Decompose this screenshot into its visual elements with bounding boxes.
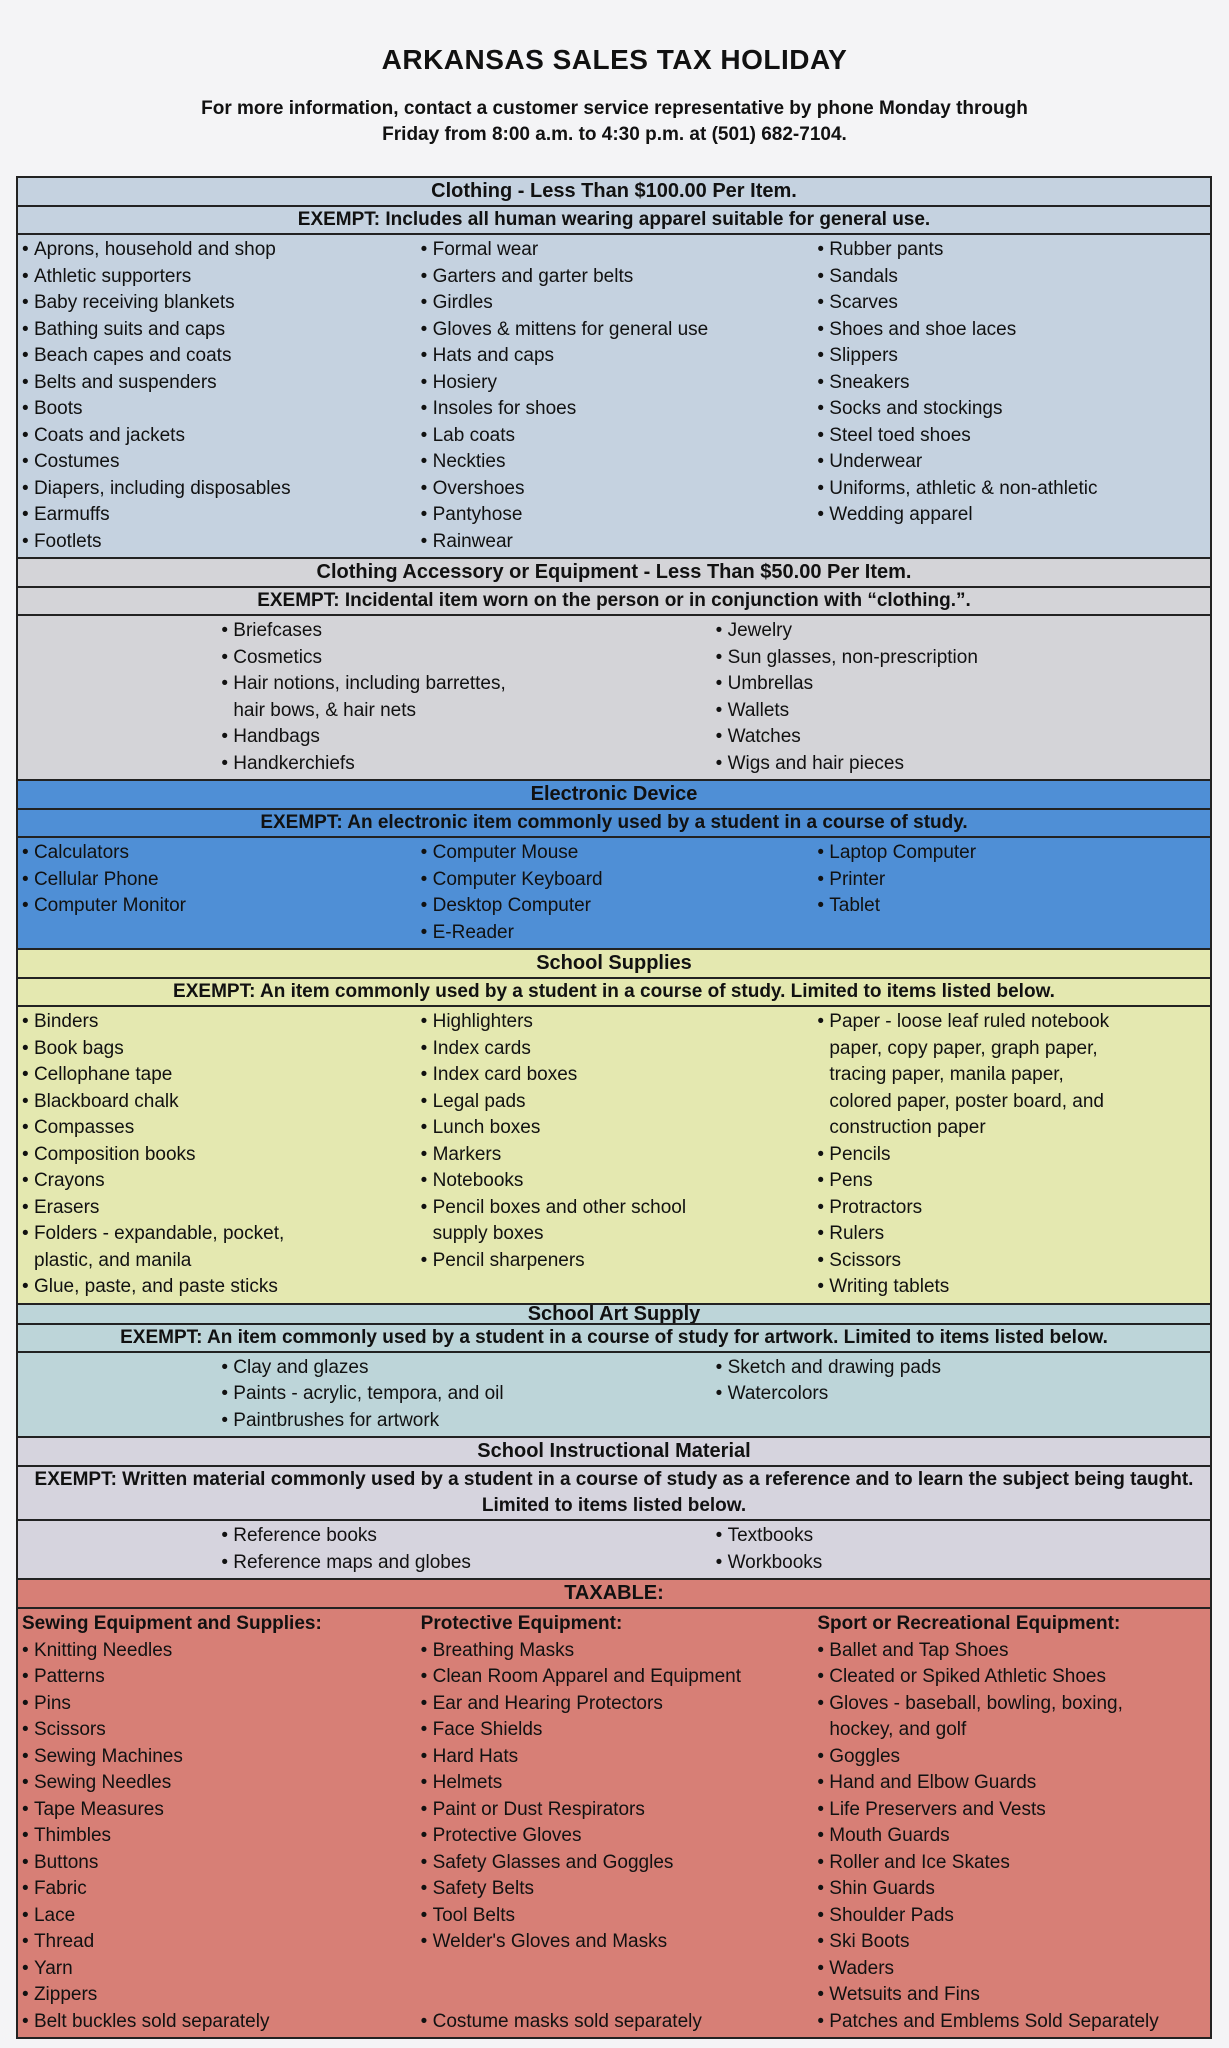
list-item: colored paper, poster board, and [829,1090,1104,1112]
tax-holiday-table [16,176,1212,2039]
list-item: • Reference books [221,1523,715,1550]
section-heading: School Supplies [18,950,1210,979]
list-item: tracing paper, manila paper, [829,1064,1064,1085]
list-item: • Compasses [22,1115,421,1142]
list-item: • Diapers, including disposables [22,476,421,503]
list-item: • Protractors [817,1195,1210,1222]
item-column [421,237,818,555]
exempt-description: EXEMPT: An item commonly used by a student in a course of study for artwork. Limited to items listed below. [18,1325,1210,1353]
section-school-instructional-material [18,1438,1210,1580]
list-item: • Beach capes and coats [22,343,421,370]
list-item: • Lab coats [421,423,818,450]
list-item: • Pencils [817,1142,1210,1169]
list-item: • Paints - acrylic, tempora, and oil [221,1381,715,1408]
list-item: • Thread [22,1929,421,1956]
list-item: • Shoulder Pads [817,1903,1210,1930]
list-item: construction paper [829,1117,986,1138]
list-item: hockey, and golf [829,1719,967,1740]
list-item: • Underwear [817,449,1210,476]
list-item: • Crayons [22,1168,421,1195]
list-item: • Zippers [22,1982,421,2009]
list-item: • Computer Keyboard [421,867,818,894]
list-item: • Umbrellas [716,671,1210,698]
list-item: • Costume masks sold separately [421,2009,818,2036]
list-item: • Workbooks [716,1550,1210,1577]
section-heading: Clothing - Less Than $100.00 Per Item. [18,178,1210,207]
list-item: • Cellular Phone [22,867,421,894]
list-item: paper, copy paper, graph paper, [829,1037,1098,1059]
list-item: • Paintbrushes for artwork [221,1408,715,1435]
list-item: • Goggles [817,1744,1210,1771]
list-item: • Sketch and drawing pads [716,1355,1210,1382]
contact-info-line-1: For more information, contact a customer service representative by phone Monday through [201,98,1028,119]
item-list [817,1638,1210,2036]
list-item: • Fabric [22,1876,421,1903]
list-item: • Lunch boxes [421,1115,818,1142]
list-item: • Hair notions, including barrettes, [221,671,715,698]
section-clothing [18,178,1210,559]
list-item: • Scissors [22,1717,421,1744]
exempt-description: EXEMPT: An electronic item commonly used by a student in a course of study. [18,810,1210,838]
list-item: • Computer Monitor [22,893,421,920]
list-item: • Rubber pants [817,237,1210,264]
section-school-art-supply [18,1305,1210,1439]
item-column [817,237,1210,555]
section-heading: School Instructional Material [18,1438,1210,1467]
list-item: • Book bags [22,1036,421,1063]
column-title: Sport or Recreational Equipment: [817,1613,1121,1634]
list-item: • Sneakers [817,370,1210,397]
list-item: • Insoles for shoes [421,396,818,423]
list-item [421,1956,818,1983]
list-item: • Reference maps and globes [221,1550,715,1577]
list-item: plastic, and manila [34,1249,192,1271]
exempt-description: EXEMPT: Written material commonly used by a student in a course of study as a reference and to learn the subject being taught. Limited to items listed below. [18,1467,1210,1521]
list-item: • Legal pads [421,1089,818,1116]
exempt-description: EXEMPT: An item commonly used by a student in a course of study. Limited to items listed below. [18,979,1210,1007]
list-item: • Garters and garter belts [421,264,818,291]
list-item: • Gloves & mittens for general use [421,317,818,344]
list-item: • Girdles [421,290,818,317]
list-item: • Sewing Needles [22,1770,421,1797]
list-item: • Helmets [421,1770,818,1797]
list-item: • Earmuffs [22,502,421,529]
list-item: • Clay and glazes [221,1355,715,1382]
list-item: • Markers [421,1142,818,1169]
item-column [221,1523,715,1576]
list-item: • Rainwear [421,529,818,556]
list-item: • Writing tablets [817,1274,1210,1301]
list-item [421,1982,818,2009]
list-item: • Scissors [817,1248,1210,1275]
item-column [22,237,421,555]
item-column [817,1009,1210,1301]
list-item: • Cleated or Spiked Athletic Shoes [817,1664,1210,1691]
item-column [421,1009,818,1301]
list-item: • Wallets [716,698,1210,725]
list-item: • Belt buckles sold separately [22,2009,421,2036]
item-column [22,840,421,946]
list-item: • Laptop Computer [817,840,1210,867]
list-item: • Yarn [22,1956,421,1983]
list-item: • Boots [22,396,421,423]
list-item: • Athletic supporters [22,264,421,291]
contact-info-line-2: Friday from 8:00 a.m. to 4:30 p.m. at (501) 682-7104. [382,124,847,145]
list-item: • Slippers [817,343,1210,370]
list-item: • Highlighters [421,1009,818,1036]
item-column [221,1355,715,1435]
list-item: • Briefcases [221,618,715,645]
list-item: • Hard Hats [421,1744,818,1771]
list-item: • Baby receiving blankets [22,290,421,317]
list-item: • Patches and Emblems Sold Separately [817,2009,1210,2036]
list-item: • Bathing suits and caps [22,317,421,344]
list-item: • Pantyhose [421,502,818,529]
list-item: • Steel toed shoes [817,423,1210,450]
section-school-supplies [18,950,1210,1305]
list-item: • Glue, paste, and paste sticks [22,1274,421,1301]
item-column [421,840,818,946]
list-item: • Tape Measures [22,1797,421,1824]
list-item: • Cellophane tape [22,1062,421,1089]
list-item: • Buttons [22,1850,421,1877]
list-item: • Shin Guards [817,1876,1210,1903]
item-column [421,1611,818,2035]
item-list [421,1638,818,2036]
list-item: • Patterns [22,1664,421,1691]
list-item: • Watches [716,724,1210,751]
page-title: ARKANSAS SALES TAX HOLIDAY [381,44,848,75]
list-item: supply boxes [432,1223,544,1244]
list-item: • Safety Glasses and Goggles [421,1850,818,1877]
list-item: • Handbags [221,724,715,751]
item-column [22,1611,421,2035]
list-item: • Composition books [22,1142,421,1169]
list-item: • Safety Belts [421,1876,818,1903]
list-item: • Belts and suspenders [22,370,421,397]
list-item: • Socks and stockings [817,396,1210,423]
list-item: • Notebooks [421,1168,818,1195]
list-item: • Knitting Needles [22,1638,421,1665]
section-electronic-device [18,781,1210,950]
list-item: • Pins [22,1691,421,1718]
list-item: • Thimbles [22,1823,421,1850]
list-item: • Footlets [22,529,421,556]
item-list [22,1638,421,2036]
section-clothing-accessory [18,559,1210,781]
list-item: • Coats and jackets [22,423,421,450]
item-column [221,618,715,777]
section-heading: School Art Supply [18,1305,1210,1325]
list-item: • Mouth Guards [817,1823,1210,1850]
list-item: • Wetsuits and Fins [817,1982,1210,2009]
contact-info [0,96,1229,148]
list-item: • Lace [22,1903,421,1930]
list-item: • Welder's Gloves and Masks [421,1929,818,1956]
list-item: • Roller and Ice Skates [817,1850,1210,1877]
column-title: Protective Equipment: [420,1613,623,1634]
list-item: • Formal wear [421,237,818,264]
list-item: • Costumes [22,449,421,476]
list-item: • Uniforms, athletic & non-athletic [817,476,1210,503]
list-item: • Binders [22,1009,421,1036]
list-item: • Neckties [421,449,818,476]
list-item: • Paint or Dust Respirators [421,1797,818,1824]
list-item: • Desktop Computer [421,893,818,920]
list-item: • Life Preservers and Vests [817,1797,1210,1824]
item-column [716,618,1210,777]
item-column [817,1611,1210,2035]
list-item: • Watercolors [716,1381,1210,1408]
list-item: • Hosiery [421,370,818,397]
item-column [817,840,1210,946]
list-item: • Aprons, household and shop [22,237,421,264]
list-item: • Sewing Machines [22,1744,421,1771]
exempt-description: EXEMPT: Includes all human wearing apparel suitable for general use. [18,207,1210,235]
list-item: • Hats and caps [421,343,818,370]
list-item: • Sun glasses, non-prescription [716,645,1210,672]
list-item: • Pens [817,1168,1210,1195]
list-item: • Cosmetics [221,645,715,672]
list-item: • Paper - loose leaf ruled notebook [817,1009,1210,1036]
column-title: Sewing Equipment and Supplies: [22,1613,322,1634]
list-item: • Scarves [817,290,1210,317]
list-item: • Shoes and shoe laces [817,317,1210,344]
list-item: • Textbooks [716,1523,1210,1550]
list-item: • Computer Mouse [421,840,818,867]
list-item: • Index cards [421,1036,818,1063]
list-item: • Pencil boxes and other school [421,1195,818,1222]
item-column [716,1355,1210,1435]
exempt-description: EXEMPT: Incidental item worn on the person or in conjunction with “clothing.”. [18,588,1210,616]
list-item: • Folders - expandable, pocket, [22,1221,421,1248]
list-item: • Index card boxes [421,1062,818,1089]
section-heading: Electronic Device [18,781,1210,810]
section-taxable [18,1580,1210,2037]
list-item: • Calculators [22,840,421,867]
list-item: • Rulers [817,1221,1210,1248]
list-item: hair bows, & hair nets [233,699,417,721]
list-item: • E-Reader [421,920,818,947]
list-item: • Clean Room Apparel and Equipment [421,1664,818,1691]
list-item: • Sandals [817,264,1210,291]
list-item: • Wigs and hair pieces [716,751,1210,778]
list-item: • Hand and Elbow Guards [817,1770,1210,1797]
list-item: • Overshoes [421,476,818,503]
list-item: • Blackboard chalk [22,1089,421,1116]
list-item: • Erasers [22,1195,421,1222]
item-column [716,1523,1210,1576]
list-item: • Handkerchiefs [221,751,715,778]
list-item: • Ear and Hearing Protectors [421,1691,818,1718]
section-heading: Clothing Accessory or Equipment - Less Than $50.00 Per Item. [18,559,1210,588]
section-heading: TAXABLE: [18,1580,1210,1609]
list-item: • Jewelry [716,618,1210,645]
list-item: • Pencil sharpeners [421,1248,818,1275]
list-item: • Breathing Masks [421,1638,818,1665]
list-item: • Wedding apparel [817,502,1210,529]
list-item: • Tablet [817,893,1210,920]
list-item: • Protective Gloves [421,1823,818,1850]
item-column [22,1009,421,1301]
list-item: • Tool Belts [421,1903,818,1930]
list-item: • Waders [817,1956,1210,1983]
list-item: • Ballet and Tap Shoes [817,1638,1210,1665]
list-item: • Printer [817,867,1210,894]
list-item: • Ski Boots [817,1929,1210,1956]
list-item: • Gloves - baseball, bowling, boxing, [817,1691,1210,1718]
list-item: • Face Shields [421,1717,818,1744]
